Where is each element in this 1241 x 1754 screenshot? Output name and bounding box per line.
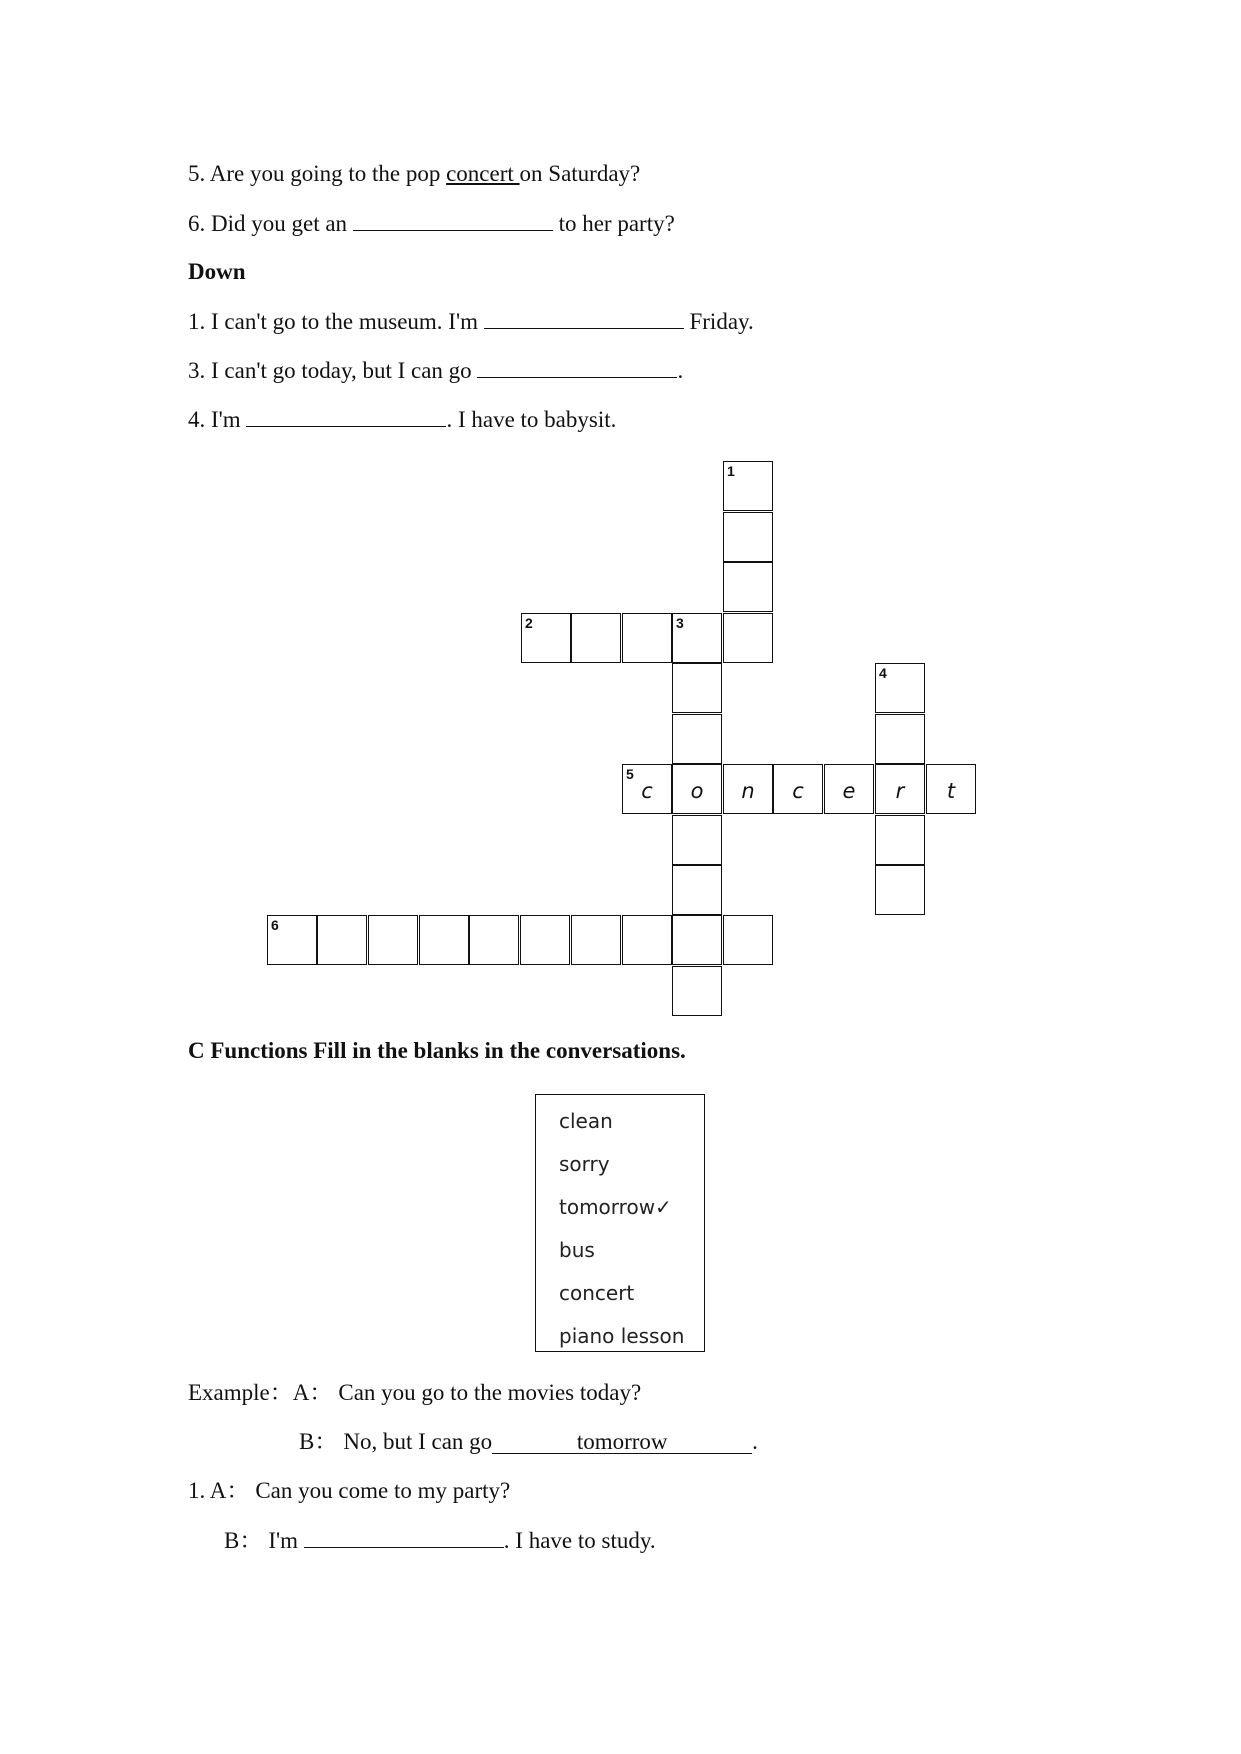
- crossword-cell[interactable]: [368, 915, 418, 965]
- word-bank: [535, 1094, 705, 1352]
- clue-text: .: [677, 358, 684, 383]
- example-label: Example：: [188, 1380, 293, 1405]
- crossword-cell[interactable]: [419, 915, 469, 965]
- example-answer: tomorrow: [492, 1431, 752, 1454]
- crossword-cell[interactable]: [723, 562, 773, 612]
- crossword-cell[interactable]: [773, 764, 823, 814]
- crossword-cell[interactable]: [520, 915, 570, 965]
- crossword-cell[interactable]: [926, 764, 976, 814]
- crossword-cell[interactable]: [672, 966, 722, 1016]
- crossword-cell[interactable]: [672, 815, 722, 865]
- crossword-cell[interactable]: [622, 915, 672, 965]
- clue-text: on Saturday?: [519, 161, 641, 186]
- crossword-cell[interactable]: [672, 915, 722, 965]
- clue-text: 1. I can't go to the museum. I'm: [188, 309, 484, 334]
- crossword-cell[interactable]: [672, 663, 722, 713]
- crossword-cell[interactable]: [875, 815, 925, 865]
- dialogue-text: Can you go to the movies today?: [338, 1380, 642, 1405]
- word-bank-text: tomorrow: [559, 1195, 656, 1219]
- crossword-cell[interactable]: [622, 764, 672, 814]
- speaker-label: B：: [224, 1528, 263, 1553]
- crossword-cell[interactable]: [875, 663, 925, 713]
- crossword-cell[interactable]: [723, 613, 773, 663]
- word-bank-item: [559, 1195, 672, 1219]
- word-bank-item: concert: [559, 1281, 635, 1305]
- speaker-label: A：: [292, 1380, 333, 1405]
- cell-letter: n: [741, 779, 755, 803]
- clue-number: 1: [727, 463, 735, 479]
- crossword-cell[interactable]: [267, 915, 317, 965]
- cell-letter: o: [690, 779, 704, 803]
- clue-text: . I have to babysit.: [446, 407, 617, 432]
- crossword-cell[interactable]: [723, 512, 773, 562]
- cell-letter: c: [792, 779, 804, 803]
- dialogue-text: . I have to study.: [503, 1528, 656, 1553]
- cell-letter: c: [641, 779, 653, 803]
- word-bank-item: sorry: [559, 1152, 610, 1176]
- cell-letter: r: [895, 779, 905, 803]
- crossword-cell[interactable]: [875, 714, 925, 764]
- answer-blank[interactable]: [304, 1525, 504, 1548]
- question-1-line-b: [224, 1525, 656, 1556]
- crossword-cell[interactable]: [723, 764, 773, 814]
- crossword-cell[interactable]: [672, 714, 722, 764]
- example-line-a: [188, 1378, 641, 1408]
- crossword-cell[interactable]: [521, 613, 571, 663]
- cell-letter: e: [842, 779, 856, 803]
- clue-text: 5. Are you going to the pop: [188, 161, 447, 186]
- word-bank-item: bus: [559, 1238, 595, 1262]
- dialogue-text: .: [752, 1429, 758, 1454]
- crossword-cell[interactable]: [723, 915, 773, 965]
- crossword-cell[interactable]: [571, 915, 621, 965]
- crossword-cell[interactable]: [672, 613, 722, 663]
- clue-text: 4. I'm: [188, 407, 247, 432]
- clue-number: 4: [879, 665, 887, 681]
- checkmark-icon: ✓: [655, 1195, 672, 1219]
- section-c-heading: C Functions Fill in the blanks in the conversations.: [188, 1038, 686, 1063]
- clue-text: 3. I can't go today, but I can go: [188, 358, 478, 383]
- down-heading: Down: [188, 259, 246, 284]
- clue-text: to her party?: [552, 211, 675, 236]
- crossword-cell[interactable]: [875, 764, 925, 814]
- crossword-cell[interactable]: [672, 764, 722, 814]
- clue-text: Friday.: [683, 309, 754, 334]
- clue-number: 5: [626, 766, 634, 782]
- crossword-cell[interactable]: [317, 915, 367, 965]
- question-number: 1. A：: [188, 1478, 250, 1503]
- clue-text: 6. Did you get an: [188, 211, 353, 236]
- crossword-cell[interactable]: [723, 461, 773, 511]
- clue-number: 6: [271, 917, 279, 933]
- crossword-cell[interactable]: [469, 915, 519, 965]
- clue-answer: concert: [446, 161, 520, 186]
- clue-number: 2: [525, 615, 533, 631]
- crossword-cell[interactable]: [672, 865, 722, 915]
- dialogue-text: I'm: [268, 1528, 304, 1553]
- crossword-cell[interactable]: [824, 764, 874, 814]
- clue-number: 3: [676, 615, 684, 631]
- question-1-line-a: [188, 1476, 510, 1506]
- crossword-cell[interactable]: [622, 613, 672, 663]
- crossword-cell[interactable]: [875, 865, 925, 915]
- example-line-b: [299, 1427, 758, 1457]
- dialogue-text: No, but I can go: [343, 1429, 493, 1454]
- word-bank-item: clean: [559, 1109, 613, 1133]
- crossword-cell[interactable]: [571, 613, 621, 663]
- dialogue-text: Can you come to my party?: [255, 1478, 511, 1503]
- speaker-label: B：: [299, 1429, 338, 1454]
- cell-letter: t: [946, 779, 956, 803]
- word-bank-item: piano lesson: [559, 1324, 685, 1348]
